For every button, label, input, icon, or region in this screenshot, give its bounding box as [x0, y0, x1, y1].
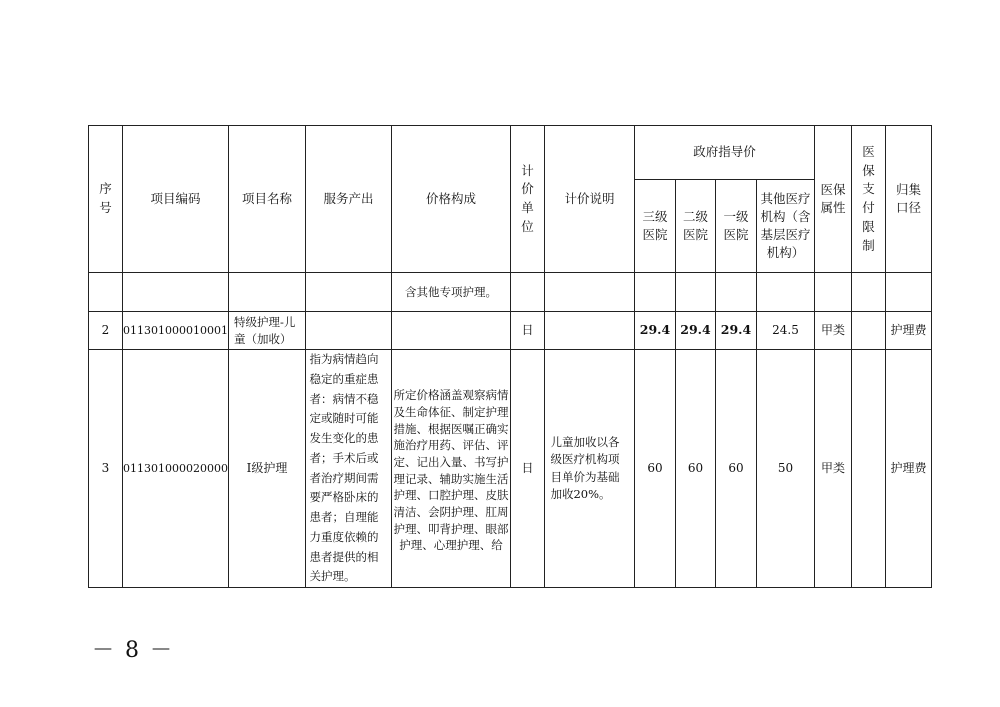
header-tier3: 三级医院 [634, 180, 675, 273]
row-other: 50 [756, 350, 814, 588]
row-tier2: 29.4 [675, 312, 715, 350]
row-other: 24.5 [756, 312, 814, 350]
row-code: 011301000010001 [123, 312, 229, 350]
header-category: 归集口径 [885, 126, 931, 273]
row-unit: 日 [510, 312, 544, 350]
row-service: 指为病情趋向稳定的重症患者：病情不稳定或随时可能发生变化的患者；手术后或者治疗期间需要严格卧床的患者；自理能力重度依赖的患者提供的相关护理。 [305, 350, 391, 588]
cont-seq [89, 273, 123, 312]
cont-composition: 含其他专项护理。 [391, 273, 510, 312]
cont-other [756, 273, 814, 312]
row-explain: 儿童加收以各级医疗机构项目单价为基础加收20%。 [544, 350, 634, 588]
header-code: 项目编码 [123, 126, 229, 273]
row-tier3: 60 [634, 350, 675, 588]
cont-tier3 [634, 273, 675, 312]
cont-insurance [814, 273, 851, 312]
table-row [89, 312, 932, 350]
header-name: 项目名称 [228, 126, 305, 273]
row-tier1: 60 [715, 350, 756, 588]
row-service [305, 312, 391, 350]
header-pay-limit: 医保支付限制 [851, 126, 885, 273]
cont-tier2 [675, 273, 715, 312]
row-pay-limit [851, 350, 885, 588]
cont-category [885, 273, 931, 312]
header-tier1: 一级医院 [715, 180, 756, 273]
row-tier3: 29.4 [634, 312, 675, 350]
header-explain: 计价说明 [544, 126, 634, 273]
header-service: 服务产出 [305, 126, 391, 273]
cont-name [228, 273, 305, 312]
row-insurance-attr: 甲类 [814, 312, 851, 350]
page-number: － 8 － [92, 638, 174, 663]
row-category: 护理费 [885, 350, 931, 588]
header-insurance-attr: 医保属性 [814, 126, 851, 273]
header-unit: 计价单位 [510, 126, 544, 273]
cont-service [305, 273, 391, 312]
row-tier1: 29.4 [715, 312, 756, 350]
table-row [89, 350, 932, 588]
header-tier2: 二级医院 [675, 180, 715, 273]
header-seq: 序号 [89, 126, 123, 273]
row-composition: 所定价格涵盖观察病情及生命体征、制定护理措施、根据医嘱正确实施治疗用药、评估、评定、记出入量、书写护理记录、辅助实施生活护理、口腔护理、皮肤清洁、会阴护理、肛周护理、叩背护理、眼部护理、心理护理、给 [391, 350, 510, 588]
row-explain [544, 312, 634, 350]
row-insurance-attr: 甲类 [814, 350, 851, 588]
cont-limit [851, 273, 885, 312]
cont-explain [544, 273, 634, 312]
header-composition: 价格构成 [391, 126, 510, 273]
price-table [88, 125, 932, 588]
row-composition [391, 312, 510, 350]
row-name: 特级护理-儿童（加收） [228, 312, 305, 350]
row-seq: 2 [89, 312, 123, 350]
header-gov-price: 政府指导价 [634, 126, 814, 180]
header-other: 其他医疗机构（含基层医疗机构） [756, 180, 814, 273]
row-tier2: 60 [675, 350, 715, 588]
row-pay-limit [851, 312, 885, 350]
row-category: 护理费 [885, 312, 931, 350]
cont-tier1 [715, 273, 756, 312]
row-seq: 3 [89, 350, 123, 588]
row-name: Ⅰ级护理 [228, 350, 305, 588]
header-row [89, 126, 932, 180]
cont-code [123, 273, 229, 312]
cont-unit [510, 273, 544, 312]
continuation-row [89, 273, 932, 312]
row-unit: 日 [510, 350, 544, 588]
row-code: 011301000020000 [123, 350, 229, 588]
